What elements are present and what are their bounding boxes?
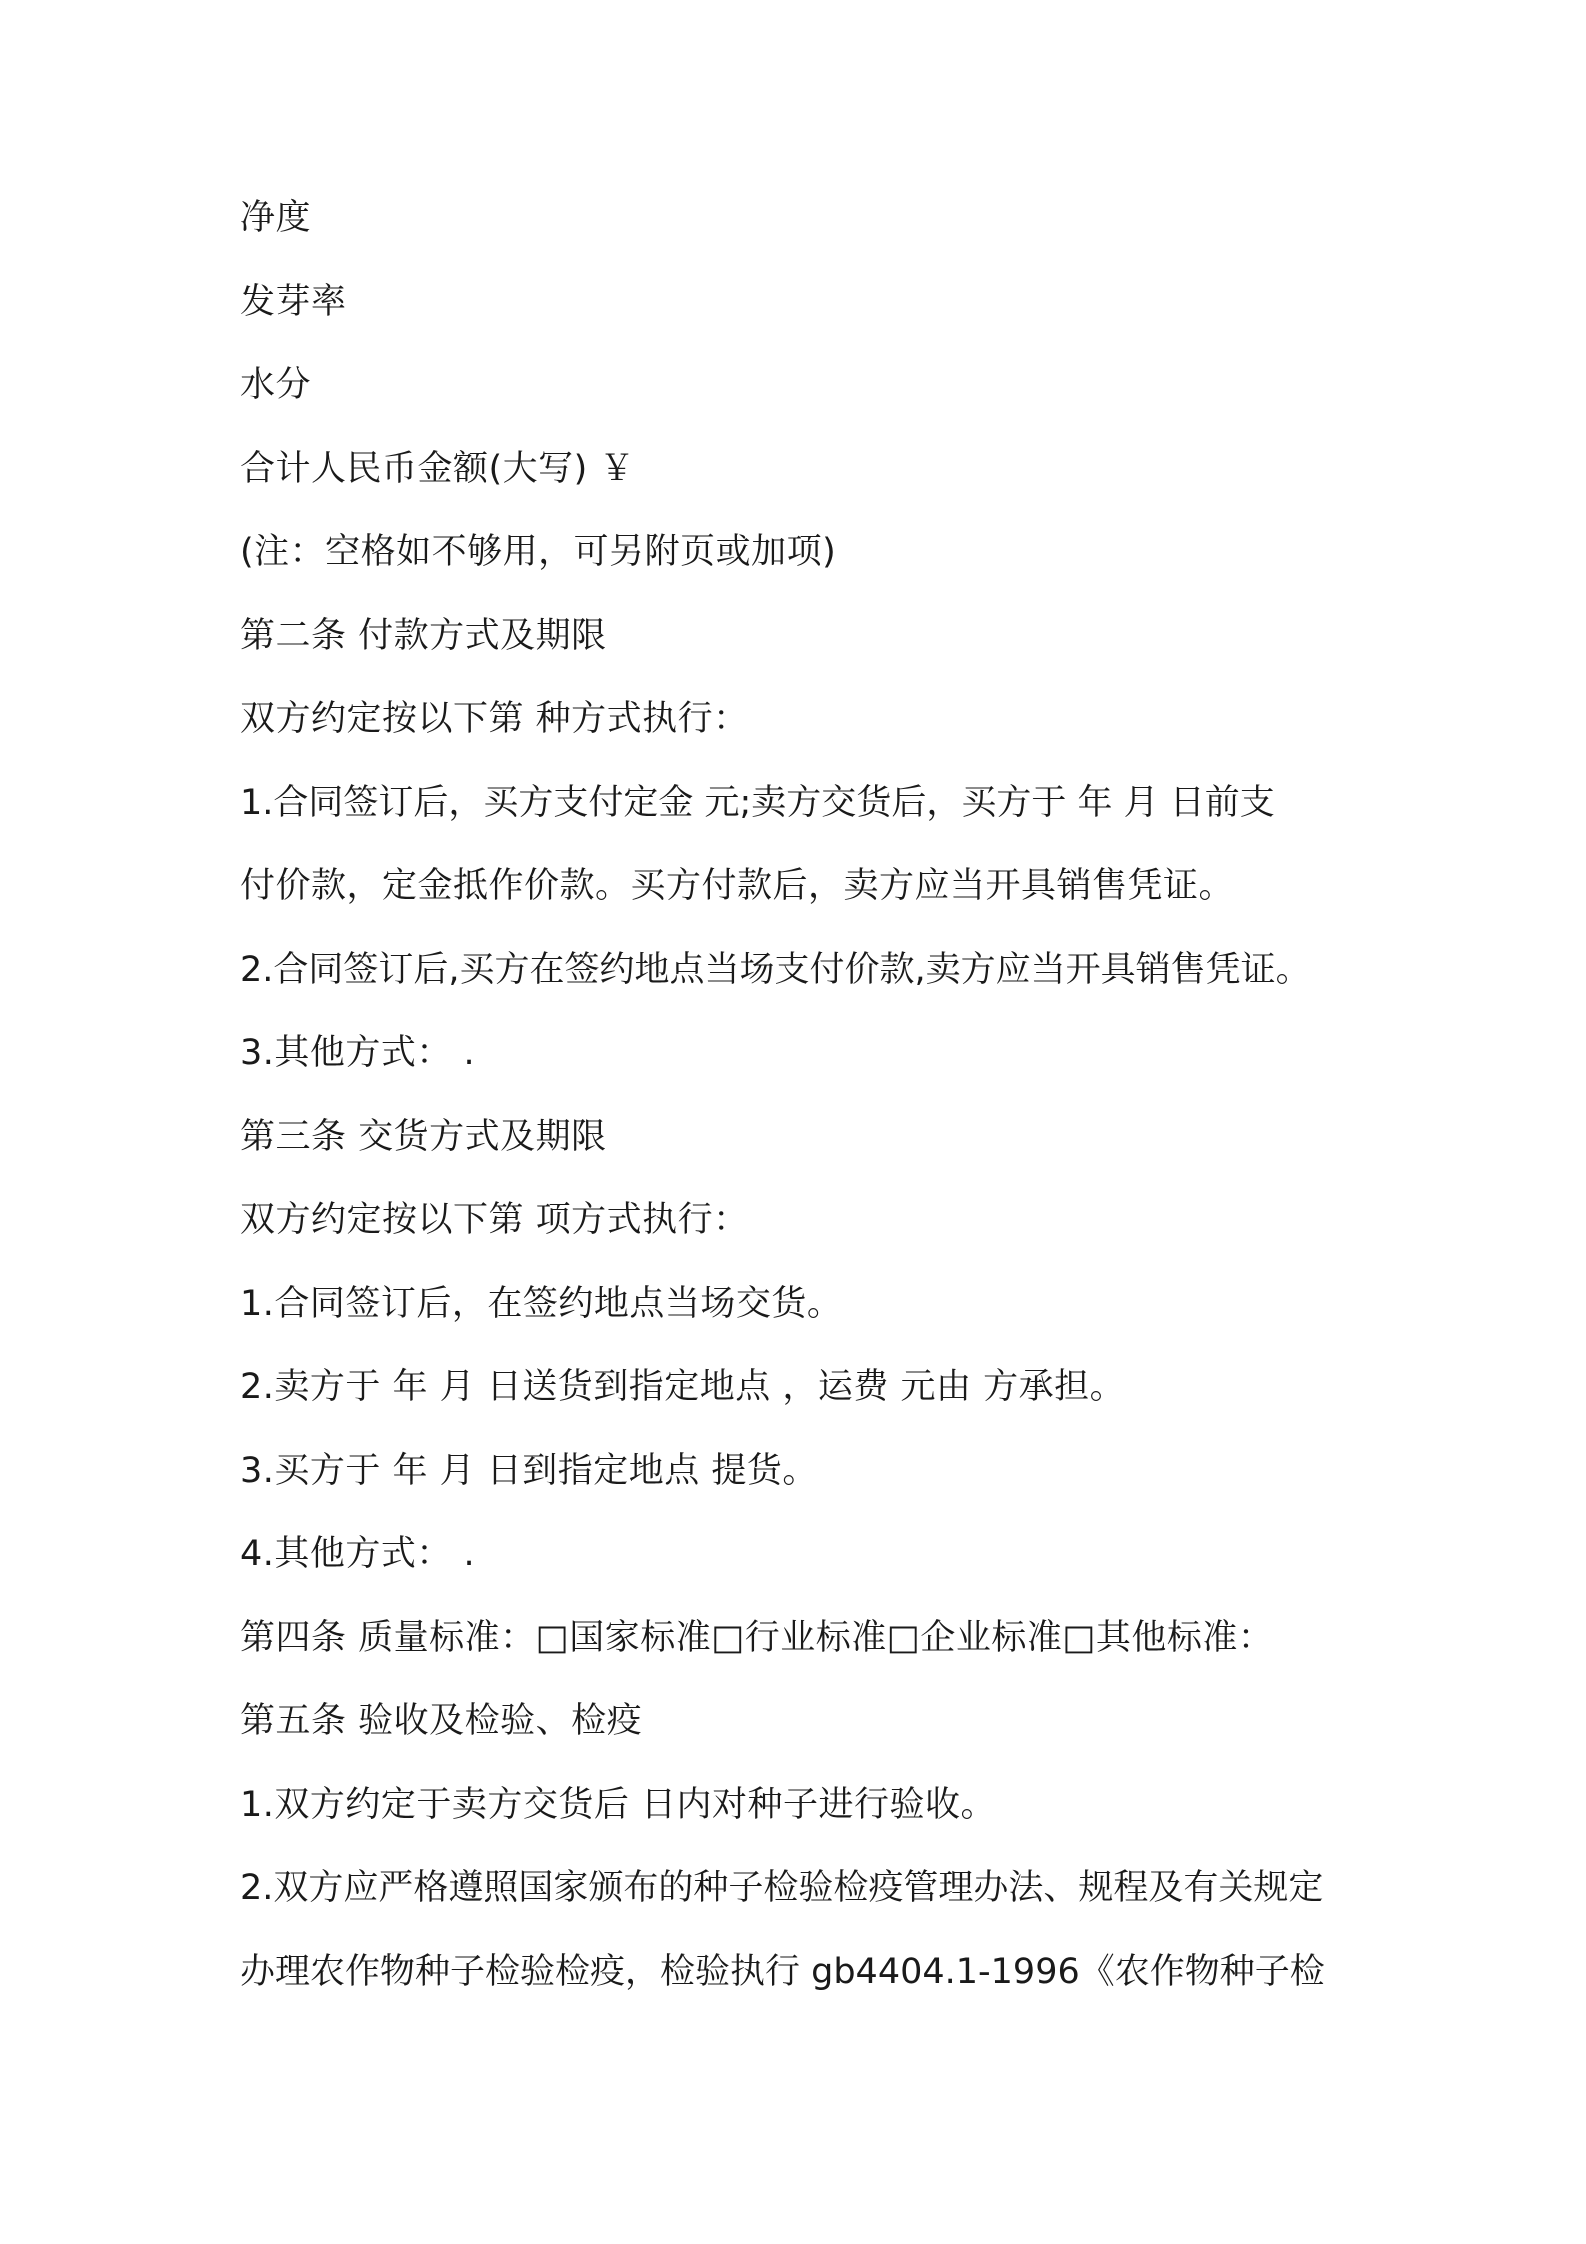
text-line-inspection-2a: 2.双方应严格遵照国家颁布的种子检验检疫管理办法、规程及有关规定 — [240, 1868, 1324, 1908]
text-line-payment-option-2: 2.合同签订后,买方在签约地点当场支付价款,卖方应当开具销售凭证。 — [240, 949, 1311, 990]
article-heading-2: 第二条 付款方式及期限 — [240, 615, 607, 656]
text-line-moisture: 水分 — [240, 365, 312, 405]
text-line-total-amount: 合计人民币金额(大写) ￥ — [240, 448, 635, 489]
article-heading-4: 第四条 质量标准：□国家标准□行业标准□企业标准□其他标准： — [240, 1617, 1274, 1658]
text-line-inspection-2b: 办理农作物种子检验检疫，检验执行 gb4404.1-1996《农作物种子检 — [240, 1951, 1325, 1992]
text-line-delivery-option-2: 2.卖方于 年 月 日送货到指定地点 ，运费 元由 方承担。 — [240, 1367, 1126, 1407]
text-line-note: (注：空格如不够用，可另附页或加项) — [240, 532, 837, 572]
text-line-payment-option-1b: 付价款，定金抵作价款。买方付款后，卖方应当开具销售凭证。 — [240, 866, 1235, 906]
text-line-delivery-option-4: 4.其他方式： . — [240, 1534, 476, 1574]
text-line-inspection-1: 1.双方约定于卖方交货后 日内对种子进行验收。 — [240, 1784, 997, 1825]
article-heading-3: 第三条 交货方式及期限 — [240, 1116, 607, 1157]
text-line-payment-option-1a: 1.合同签订后，买方支付定金 元;卖方交货后，买方于 年 月 日前支 — [240, 782, 1275, 823]
text-line-delivery-choice: 双方约定按以下第 项方式执行： — [240, 1200, 749, 1240]
text-line-payment-option-3: 3.其他方式： . — [240, 1033, 476, 1073]
text-line-delivery-option-1: 1.合同签订后，在签约地点当场交货。 — [240, 1283, 843, 1324]
text-line-delivery-option-3: 3.买方于 年 月 日到指定地点 提货。 — [240, 1450, 818, 1491]
document-body — [240, 196, 1390, 2033]
text-line-germination-rate: 发芽率 — [240, 281, 347, 322]
article-heading-5: 第五条 验收及检验、检疫 — [240, 1701, 643, 1741]
text-line-payment-choice: 双方约定按以下第 种方式执行： — [240, 699, 749, 739]
text-line-purity: 净度 — [240, 198, 312, 238]
